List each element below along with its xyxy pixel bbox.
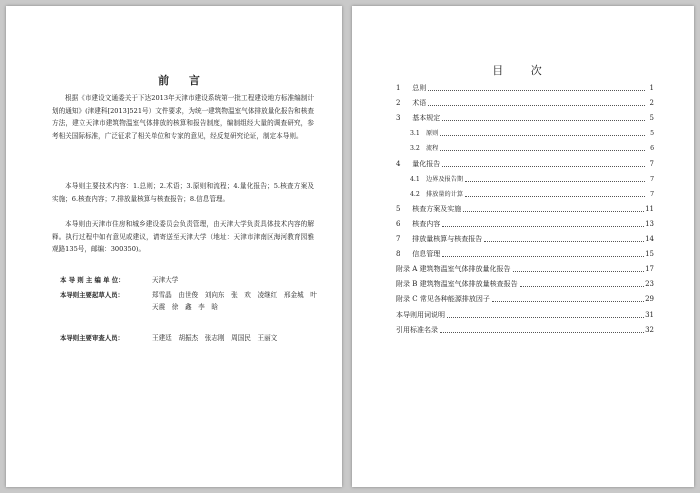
toc-page-number: 7 xyxy=(650,190,654,198)
toc-page-number: 32 xyxy=(645,325,654,334)
toc-entry[interactable] xyxy=(396,123,654,138)
toc-entry-number: 3.1 xyxy=(410,130,420,138)
toc-page-number: 5 xyxy=(650,130,654,138)
toc-page-number: 5 xyxy=(649,114,654,123)
toc-entry[interactable] xyxy=(396,229,654,244)
toc-entry-label xyxy=(396,265,512,274)
toc-leader-dots xyxy=(440,149,645,151)
toc-page-number: 7 xyxy=(649,159,654,168)
toc-entry-text: 基本规定 xyxy=(412,114,441,123)
toc-entry-number: 4.1 xyxy=(410,175,420,183)
toc-page xyxy=(352,6,694,487)
toc-entry[interactable] xyxy=(396,214,654,229)
toc-page-number: 29 xyxy=(645,295,654,304)
toc-entry-number: 3 xyxy=(396,114,401,123)
credit-label: 本导则主要审查人员： xyxy=(60,334,124,342)
toc-list xyxy=(396,78,654,335)
toc-leader-dots xyxy=(463,210,644,212)
toc-leader-dots xyxy=(442,225,644,227)
toc-entry[interactable] xyxy=(396,153,654,168)
toc-leader-dots xyxy=(465,180,645,182)
toc-leader-dots xyxy=(513,270,645,272)
toc-entry-number: 4 xyxy=(396,159,401,168)
toc-entry[interactable] xyxy=(396,78,654,93)
toc-entry-label xyxy=(410,144,439,153)
toc-entry-text: 量化报告 xyxy=(412,159,441,168)
toc-entry-label xyxy=(396,250,441,259)
toc-page-number: 14 xyxy=(645,235,654,244)
preface-paragraph-2: 本导则主要技术内容：1.总则；2.术语；3.原则和流程；4.量化报告；5.核查方案及实施；6.核查内容；7.排放量核算与核查报告；8.信息管理。 xyxy=(52,182,314,203)
toc-page-number: 31 xyxy=(645,310,654,319)
toc-entry-label xyxy=(410,175,464,184)
toc-entry-text: 建筑物温室气体排放量核查报告 xyxy=(419,280,518,289)
toc-leader-dots xyxy=(428,104,645,106)
toc-page-number: 2 xyxy=(649,99,654,108)
toc-entry-number: 5 xyxy=(396,204,401,213)
toc-entry-text: 流程 xyxy=(425,145,439,153)
toc-entry-text: 常见各种能源排放因子 xyxy=(419,295,490,304)
credit-names: 天津大学 xyxy=(152,276,179,284)
toc-entry[interactable] xyxy=(396,304,654,319)
toc-entry-text: 排放量核算与核查报告 xyxy=(412,235,483,244)
preface-paragraph-1: 根据《市建设文通委关于下达2013年天津市建设系统第一批工程建设地方标准编制计划的通知》(津建科[2013]521号）文件要求，为统一建筑物温室气体排放量化报告和核查方法，建立天津市建筑物温室气体排放的核算和报告制度，编制组经大量的调查研究，参考相关国际标准，广泛征求了相关单位和专家的意见，经反复研究论证，制定本导则。 xyxy=(52,94,314,140)
toc-entry-number: 6 xyxy=(396,219,401,228)
toc-leader-dots xyxy=(520,285,644,287)
toc-entry[interactable] xyxy=(396,320,654,335)
toc-entry-number: 4.2 xyxy=(410,190,420,198)
toc-entry-text: 边界及报告期 xyxy=(425,175,464,183)
toc-entry-text: 核查方案及实施 xyxy=(412,204,462,213)
toc-entry-number: 8 xyxy=(396,250,401,259)
preface-title: 前 言 xyxy=(158,74,208,87)
preface-paragraph-3: 本导则由天津市住房和城乡建设委员会负责管理，由天津大学负责具体技术内容的解释。执行过程中如有意见或建议，请寄送至天津大学（地址：天津市津南区海河教育园雅观路135号，邮编：300350)。 xyxy=(52,220,314,254)
toc-leader-dots xyxy=(442,255,644,257)
toc-entry-label xyxy=(410,129,439,138)
toc-entry[interactable] xyxy=(396,199,654,214)
toc-entry-text: 本导则用词说明 xyxy=(396,310,445,319)
toc-entry-label xyxy=(396,99,427,108)
toc-entry-label xyxy=(396,311,446,320)
credit-label: 本 导 则 主 编 单 位： xyxy=(60,276,125,284)
toc-entry[interactable] xyxy=(396,274,654,289)
preface-page xyxy=(6,6,342,487)
toc-entry-text: 排放量的计算 xyxy=(425,190,464,198)
toc-entry-number: 3.2 xyxy=(410,145,420,153)
toc-leader-dots xyxy=(442,165,645,167)
toc-entry-number: 1 xyxy=(396,84,401,93)
toc-entry-number: 7 xyxy=(396,235,401,244)
toc-entry-number: 2 xyxy=(396,99,401,108)
toc-entry-number: 附录 B xyxy=(396,280,418,289)
toc-entry[interactable] xyxy=(396,289,654,304)
toc-entry-text: 建筑物温室气体排放量化报告 xyxy=(419,265,511,274)
toc-page-number: 7 xyxy=(650,175,654,183)
toc-page-number: 11 xyxy=(645,204,654,213)
toc-page-number: 23 xyxy=(645,280,654,289)
toc-entry-label xyxy=(396,220,441,229)
toc-entry-label xyxy=(410,190,464,199)
toc-title: 目 次 xyxy=(492,64,554,77)
toc-entry-number: 附录 A xyxy=(396,265,418,274)
toc-leader-dots xyxy=(484,240,644,242)
credit-names: 王建廷 胡振杰 张志刚 周国民 王丽文 xyxy=(152,334,278,342)
toc-entry-label xyxy=(396,160,441,169)
toc-entry-label xyxy=(396,326,439,335)
toc-leader-dots xyxy=(440,134,645,136)
toc-leader-dots xyxy=(447,316,644,318)
toc-page-number: 1 xyxy=(649,84,654,93)
toc-entry[interactable] xyxy=(396,259,654,274)
toc-entry-label xyxy=(396,280,519,289)
toc-page-number: 15 xyxy=(645,250,654,259)
toc-entry-text: 核查内容 xyxy=(412,219,441,228)
toc-entry[interactable] xyxy=(396,93,654,108)
toc-page-number: 13 xyxy=(645,219,654,228)
toc-leader-dots xyxy=(465,195,645,197)
toc-leader-dots xyxy=(428,89,645,91)
toc-entry[interactable] xyxy=(396,244,654,259)
toc-entry[interactable] xyxy=(396,169,654,184)
toc-leader-dots xyxy=(442,119,645,121)
toc-entry-text: 原则 xyxy=(425,130,439,138)
toc-entry-text: 总则 xyxy=(412,84,427,93)
toc-entry[interactable] xyxy=(396,138,654,153)
toc-page-number: 6 xyxy=(650,145,654,153)
credit-names: 郑雪晶 由世俊 刘向东 张 欢 凌继红 邢金城 叶天震 徐 鑫 李 晗 xyxy=(152,291,317,312)
toc-entry[interactable] xyxy=(396,184,654,199)
credit-label: 本导则主要起草人员： xyxy=(60,291,124,299)
toc-entry-label xyxy=(396,235,483,244)
toc-entry-text: 信息管理 xyxy=(412,250,441,259)
toc-page-number: 17 xyxy=(645,265,654,274)
toc-entry[interactable] xyxy=(396,108,654,123)
toc-entry-label xyxy=(396,114,441,123)
toc-entry-label xyxy=(396,84,427,93)
toc-entry-number: 附录 C xyxy=(396,295,418,304)
toc-leader-dots xyxy=(440,331,644,333)
toc-leader-dots xyxy=(492,300,644,302)
toc-entry-text: 引用标准名录 xyxy=(396,325,438,334)
toc-entry-label xyxy=(396,295,491,304)
toc-entry-label xyxy=(396,205,462,214)
toc-entry-text: 术语 xyxy=(412,99,427,108)
